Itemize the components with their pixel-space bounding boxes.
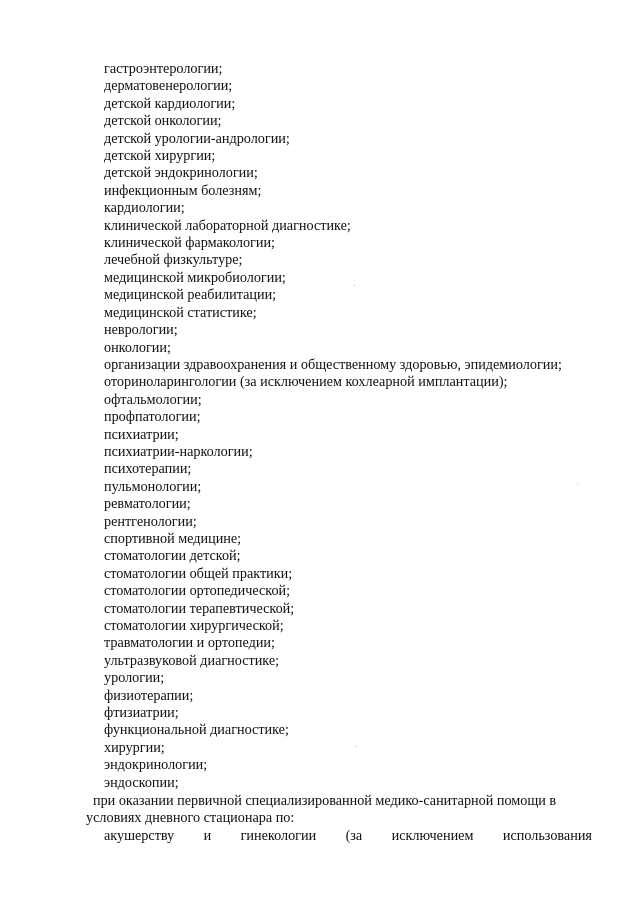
list-item: инфекционным болезням; — [104, 182, 262, 199]
list-item: ревматологии; — [104, 496, 191, 513]
list-item: физиотерапии; — [104, 687, 194, 704]
list-item: детской хирургии; — [104, 148, 216, 165]
list-item: медицинской микробиологии; — [104, 269, 286, 286]
word: гинекологии — [240, 828, 317, 844]
list-item: организации здравоохранения и общественному здоровью, эпидемиологии; — [104, 356, 562, 373]
list-item: пульмонологии; — [104, 478, 202, 495]
list-item: онкологии; — [104, 339, 171, 356]
word: акушерству — [104, 828, 175, 844]
scan-speck — [354, 285, 355, 286]
list-item: эндоскопии; — [104, 774, 179, 791]
list-item: спортивной медицине; — [104, 530, 242, 547]
list-item: медицинской реабилитации; — [104, 287, 277, 304]
word: исключением — [391, 828, 474, 844]
list-item: стоматологии общей практики; — [104, 565, 293, 582]
list-item: профпатологии; — [104, 409, 201, 426]
list-item: детской эндокринологии; — [104, 165, 258, 182]
list-item: клинической фармакологии; — [104, 235, 275, 252]
list-item: детской онкологии; — [104, 113, 222, 130]
list-item: урологии; — [104, 670, 165, 687]
list-item: офтальмологии; — [104, 391, 202, 408]
scan-speck — [355, 746, 356, 747]
list-item: стоматологии ортопедической; — [104, 583, 291, 600]
paragraph-line-1: при оказании первичной специализированной медико-санитарной помощи в — [93, 793, 557, 809]
word: использования — [502, 828, 592, 844]
list-item: стоматологии хирургической; — [104, 618, 284, 634]
list-item: психотерапии; — [104, 461, 192, 478]
list-item: детской урологии-андрологии; — [104, 130, 290, 147]
list-item: рентгенологии; — [104, 513, 197, 530]
list-item: клинической лабораторной диагностике; — [104, 217, 351, 234]
day-hospital-paragraph — [86, 793, 592, 828]
word: и — [203, 828, 212, 844]
specialty-list — [104, 61, 562, 792]
paragraph-line-2: условиях дневного стационара по: — [86, 810, 295, 827]
list-item: гастроэнтерологии; — [104, 61, 223, 77]
list-item: стоматологии терапевтической; — [104, 600, 295, 617]
list-item: дерматовенерологии; — [104, 78, 233, 95]
list-item: детской кардиологии; — [104, 95, 236, 112]
list-item: хирургии; — [104, 739, 165, 756]
list-item: медицинской статистике; — [104, 304, 257, 321]
list-item: фтизиатрии; — [104, 705, 179, 722]
list-item: лечебной физкультуре; — [104, 252, 243, 269]
list-item: функциональной диагностике; — [104, 722, 289, 739]
word: (за — [345, 828, 363, 844]
list-item: кардиологии; — [104, 200, 185, 217]
list-item: психиатрии; — [104, 426, 179, 443]
continued-line — [104, 828, 592, 845]
list-item: эндокринологии; — [104, 757, 208, 774]
list-item: травматологии и ортопедии; — [104, 635, 275, 652]
list-item: стоматологии детской; — [104, 548, 241, 565]
list-item: неврологии; — [104, 322, 178, 339]
list-item: оториноларингологии (за исключением кохлеарной имплантации); — [104, 374, 508, 391]
list-item: психиатрии-наркологии; — [104, 443, 253, 460]
scan-speck — [577, 484, 578, 485]
list-item: ультразвуковой диагностике; — [104, 652, 280, 669]
